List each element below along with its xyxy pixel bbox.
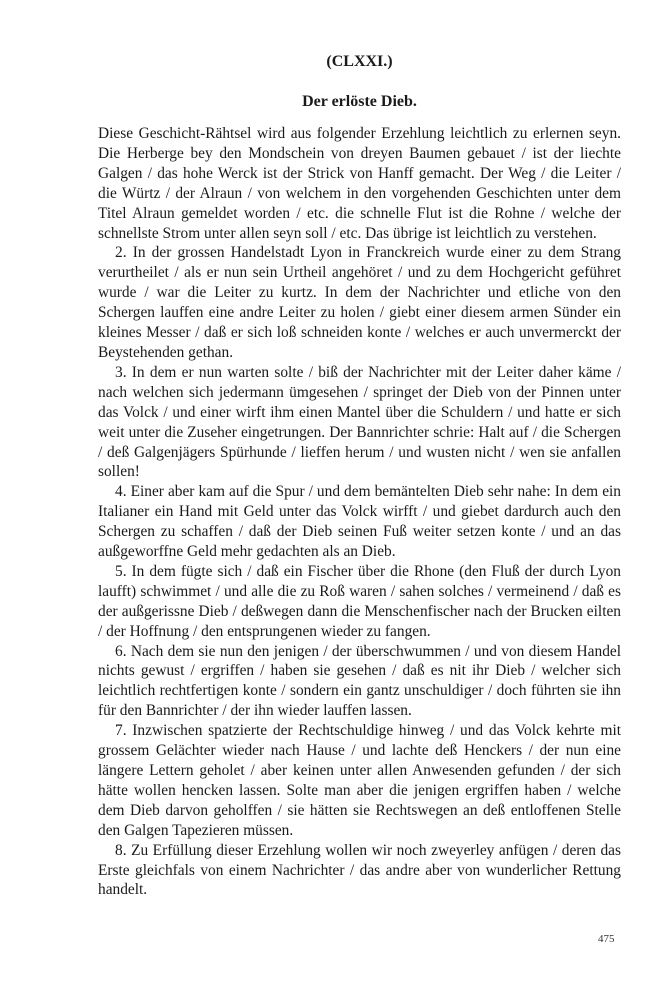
paragraph-3: 3. In dem er nun warten solte / biß der Nachrichter mit der Leiter daher käme / nach welchen sich jedermann ümgesehen / springet der Dieb von der Pinnen unter das Volck / und einer wirft ihm einen Mantel über die Schuldern / und hatte er sich weit unter die Zuseher eingetrungen. Der Bannrichter schrie: Halt auf / die Schergen / deß Galgenjägers Spürhunde / lieffen herum / und wusten nicht / wen sie anfallen sollen! bbox=[98, 363, 621, 481]
body-text bbox=[98, 124, 621, 900]
paragraph-2: 2. In der grossen Handelstadt Lyon in Franckreich wurde einer zu dem Strang verurtheilet / als er nun sein Urtheil angehöret / und zu dem Hochgericht geführet wurde / war die Leiter zu kurtz. In dem der Nachrichter und etliche von den Schergen lauffen eine andre Leiter zu holen / giebt einer diesem armen Sünder ein kleines Messer / daß er sich loß schneiden konte / welches er auch unvermerckt der Beystehenden gethan. bbox=[98, 244, 621, 361]
paragraph-4: 4. Einer aber kam auf die Spur / und dem bemäntelten Dieb sehr nahe: In dem ein Italianer ein Hand mit Geld unter das Volck wirfft / und giebet dardurch auch den Schergen zu schaffen / daß der Dieb seinen Fuß weiter setzen konte / und an das außgeworffne Geld mehr gedachten als an Dieb. bbox=[98, 483, 621, 561]
chapter-title: Der erlöste Dieb. bbox=[302, 93, 417, 110]
page-content bbox=[98, 52, 621, 900]
chapter-number: (CLXXI.) bbox=[326, 53, 393, 70]
paragraph-5: 5. In dem fügte sich / daß ein Fischer über die Rhone (den Fluß der durch Lyon laufft) schwimmet / und alle die zu Roß waren / sahen solches / vermeinend / daß es der außgerissne Dieb / deßwegen dann die Menschenfischer nach der Brucken eilten / der Hoffnung / den entsprungenen wieder zu fangen. bbox=[98, 562, 621, 640]
page-number: 475 bbox=[598, 933, 615, 945]
paragraph-7: 7. Inzwischen spatzierte der Rechtschuldige hinweg / und das Volck kehrte mit grossem Gelächter wieder nach Hause / und lachte deß Henckers / der nun eine längere Lettern geholet / aber keinen unter allen Anwesenden gefunden / der sich hätte wollen hencken lassen. Solte man aber die jenigen ergriffen haben / welche dem Dieb darvon geholffen / sie hätten sie Rechtswegen an deß entloffenen Stelle den Galgen Tapezieren müssen. bbox=[98, 722, 621, 839]
paragraph-8: 8. Zu Erfüllung dieser Erzehlung wollen wir noch zweyerley anfügen / deren das Erste gleichfals von einem Nachrichter / das andre aber von wunderlicher Rettung handelt. bbox=[98, 841, 621, 899]
paragraph-intro: Diese Geschicht-Rähtsel wird aus folgender Erzehlung leichtlich zu erlernen seyn. Die Herberge bey den Mondschein von dreyen Baumen gebauet / ist der liechte Galgen / das hohe Werck ist der Strick von Hanff gemacht. Der Weg / die Leiter / die Würtz / der Alraun / von welchem in den vorgehenden Geschichten unter dem Titel Alraun gemeldet worden / etc. die schnelle Flut ist die Rohne / welche der schnellste Strom unter allen seyn soll / etc. Das übrige ist leichtlich zu verstehen. bbox=[98, 125, 621, 242]
paragraph-6: 6. Nach dem sie nun den jenigen / der überschwummen / und von diesem Handel nichts gewust / ergriffen / haben sie gesehen / daß es nit ihr Dieb / welcher sich leichtlich rechtfertigen konte / sondern ein gantz unschuldiger / doch führten sie ihn für den Bannrichter / der ihn wieder lauffen lassen. bbox=[98, 642, 621, 720]
